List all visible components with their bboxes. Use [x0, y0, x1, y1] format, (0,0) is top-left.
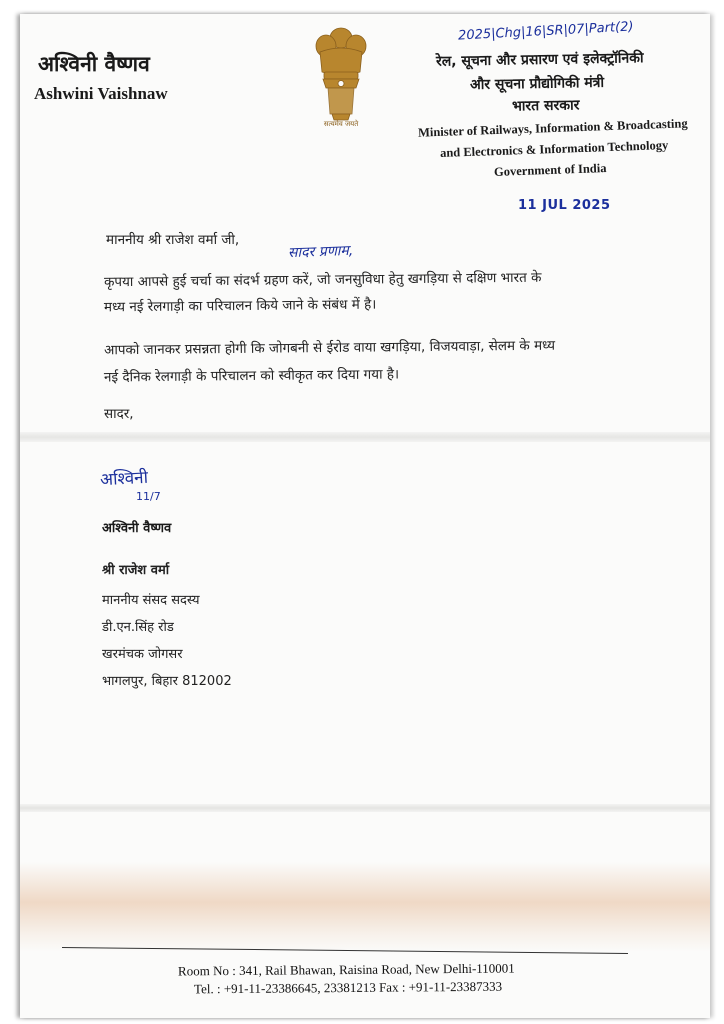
paragraph-2-line-2: नई दैनिक रेलगाड़ी के परिचालन को स्वीकृत कर दिया गया है। — [103, 366, 400, 386]
ministry-hindi-line3: भारत सरकार — [511, 97, 580, 115]
ministry-english-line1: Minister of Railways, Information & Broadcasting — [417, 116, 688, 140]
ministry-hindi-line2: और सूचना प्रौद्योगिकी मंत्री — [469, 74, 605, 94]
ministry-english-line2: and Electronics & Information Technology — [439, 138, 669, 160]
paper-fold — [20, 432, 710, 442]
recipient-line-4: भागलपुर, बिहार 812002 — [102, 674, 232, 689]
recipient-line-1: माननीय संसद सदस्य — [102, 593, 200, 608]
signature: अश्विनी — [99, 467, 149, 491]
recipient-name: श्री राजेश वर्मा — [102, 563, 170, 578]
ministry-hindi-line1: रेल, सूचना और प्रसारण एवं इलेक्ट्रॉनिकी — [435, 50, 644, 70]
paper-stain — [20, 862, 710, 952]
signature-mark: 11/7 — [136, 490, 161, 503]
footer-contact: Tel. : +91-11-23386645, 23381213 Fax : +91-11-23387333 — [193, 978, 503, 997]
paper-fold — [20, 804, 710, 812]
paragraph-1-line-2: मध्य नई रेलगाड़ी का परिचालन किये जाने के संबंध में है। — [103, 296, 377, 316]
national-emblem-icon — [306, 22, 376, 138]
date-stamp: 11 JUL 2025 — [518, 198, 611, 213]
reference-note: 2025|Chg|16|SR|07|Part(2) — [457, 19, 634, 44]
paragraph-1-line-1: कृपया आपसे हुई चर्चा का संदर्भ ग्रहण करें, जो जनसुविधा हेतु खगड़िया से दक्षिण भारत के — [103, 269, 542, 291]
footer-address: Room No : 341, Rail Bhawan, Raisina Road, New Delhi-110001 — [177, 960, 515, 979]
sender-name-hindi: अश्विनी वैष्णव — [38, 52, 150, 76]
ministry-english-line3: Government of India — [493, 161, 607, 179]
emblem-caption: सत्यमेव जयते — [323, 120, 359, 128]
recipient-line-3: खरमंचक जोगसर — [102, 647, 183, 662]
sender-name-english: Ashwini Vaishnaw — [34, 84, 168, 103]
handwritten-greeting: सादर प्रणाम, — [287, 242, 354, 262]
paragraph-2-line-1: आपको जानकर प्रसन्नता होगी कि जोगबनी से ईरोड वाया खगड़िया, विजयवाड़ा, सेलम के मध्य — [103, 337, 556, 359]
recipient-line-2: डी.एन.सिंह रोड — [102, 620, 174, 635]
salutation: माननीय श्री राजेश वर्मा जी, — [106, 232, 240, 248]
signatory-name: अश्विनी वैष्णव — [102, 521, 172, 536]
closing: सादर, — [104, 406, 134, 422]
